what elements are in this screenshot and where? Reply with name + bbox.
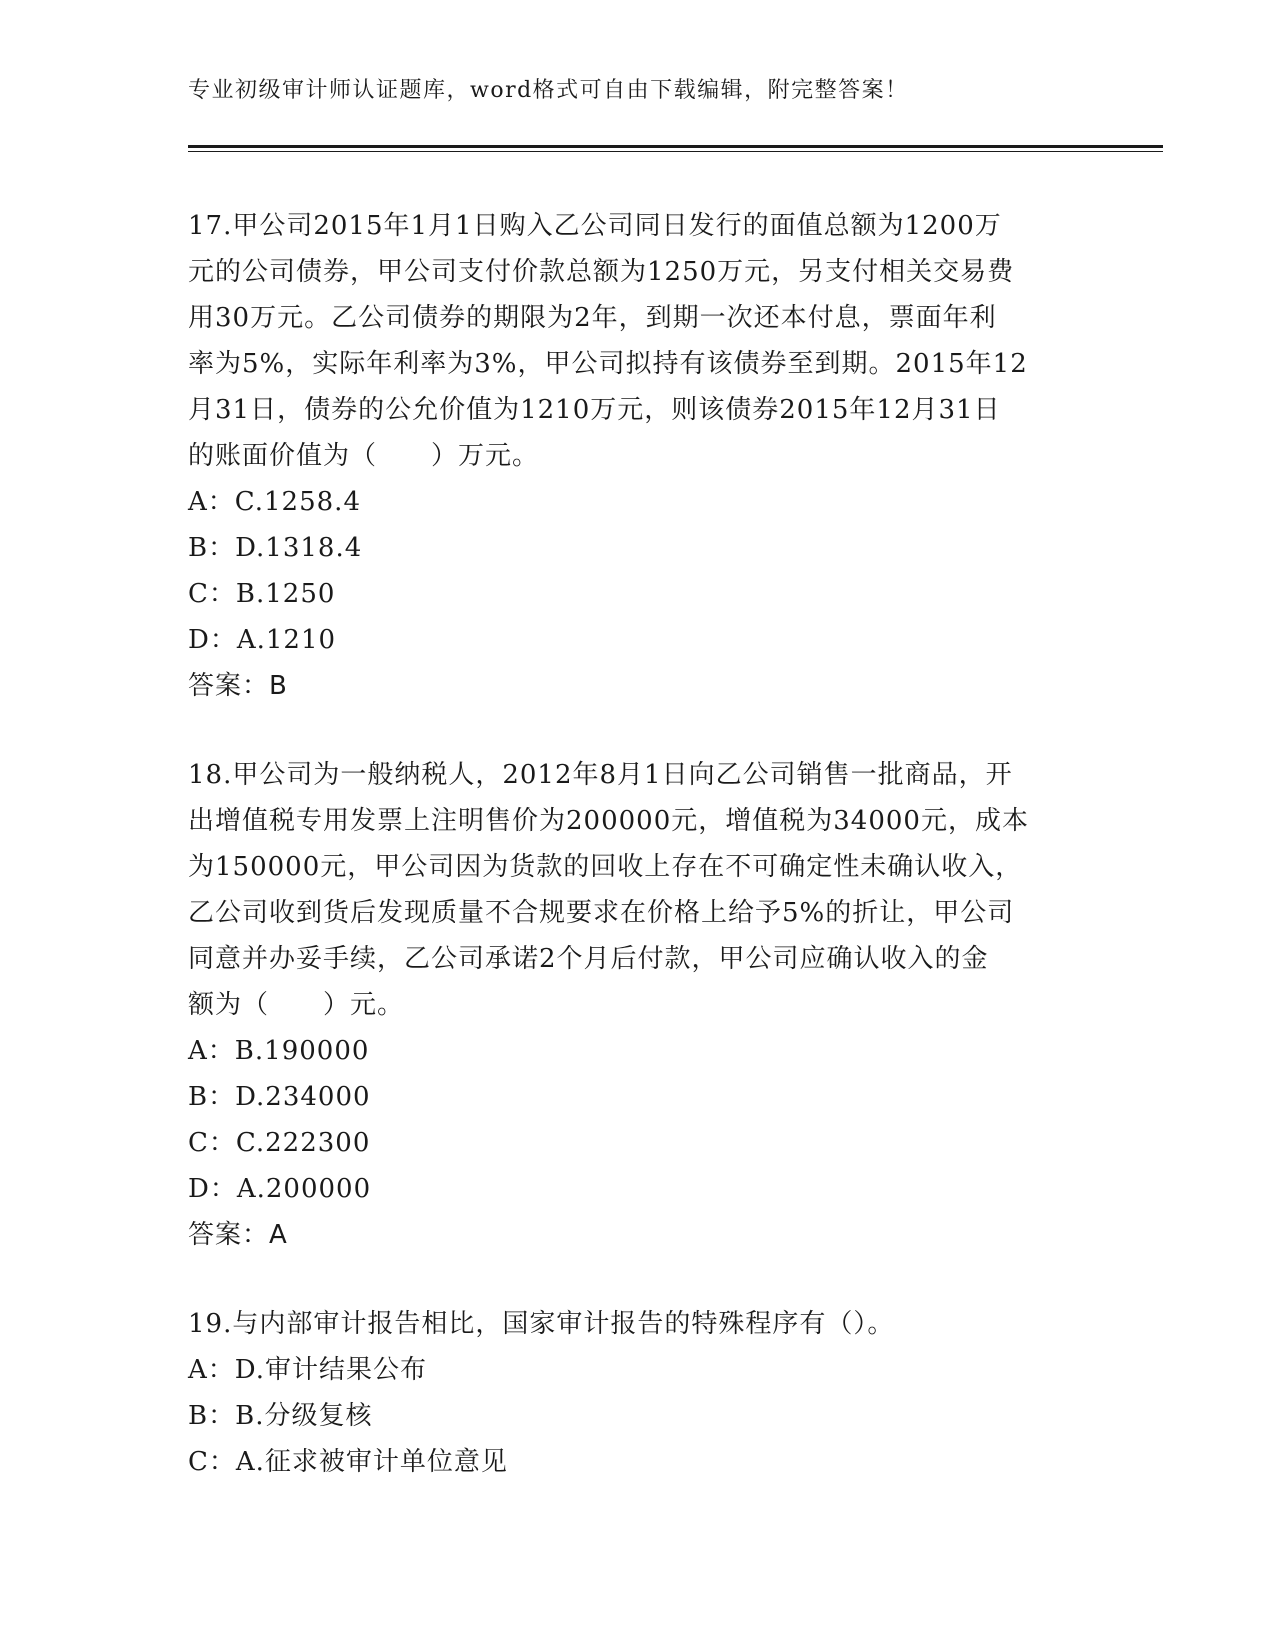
option-c: C：A.征求被审计单位意见 [188, 1447, 508, 1477]
question-18 [188, 752, 1088, 1258]
header-rule-thick [188, 145, 1163, 148]
option-c: C：B.1250 [188, 579, 336, 609]
question-stem-line: 乙公司收到货后发现质量不合规要求在价格上给予5%的折让，甲公司 [188, 898, 1015, 928]
question-stem-line: 率为5%，实际年利率为3%，甲公司拟持有该债券至到期。2015年12 [188, 349, 1028, 379]
question-stem-line: 用30万元。乙公司债券的期限为2年，到期一次还本付息，票面年利 [188, 303, 997, 333]
question-stem-line: 为150000元，甲公司因为货款的回收上存在不可确定性未确认收入， [188, 852, 1023, 882]
option-a: A：C.1258.4 [188, 487, 361, 517]
question-stem-line: 元的公司债券，甲公司支付价款总额为1250万元，另支付相关交易费 [188, 257, 1015, 287]
option-c: C：C.222300 [188, 1128, 371, 1158]
question-stem-line: 额为（ ）元。 [188, 990, 405, 1020]
option-a: A：D.审计结果公布 [188, 1355, 427, 1385]
option-d: D：A.1210 [188, 625, 337, 655]
option-b: B：D.1318.4 [188, 533, 363, 563]
option-b: B：D.234000 [188, 1082, 371, 1112]
question-stem-line: 17.甲公司2015年1月1日购入乙公司同日发行的面值总额为1200万 [188, 211, 1002, 241]
option-a: A：B.190000 [188, 1036, 370, 1066]
header-rule-thin [188, 151, 1163, 152]
question-17 [188, 203, 1088, 709]
answer-line: 答案：B [188, 671, 288, 701]
question-stem-line: 出增值税专用发票上注明售价为200000元，增值税为34000元，成本 [188, 806, 1029, 836]
option-b: B：B.分级复核 [188, 1401, 373, 1431]
question-stem-line: 19.与内部审计报告相比，国家审计报告的特殊程序有（）。 [188, 1309, 895, 1339]
answer-line: 答案：A [188, 1220, 288, 1250]
question-19 [188, 1301, 1088, 1485]
question-stem-line: 的账面价值为（ ）万元。 [188, 441, 540, 471]
option-d: D：A.200000 [188, 1174, 372, 1204]
question-stem-line: 同意并办妥手续，乙公司承诺2个月后付款，甲公司应确认收入的金 [188, 944, 989, 974]
page-header-text: 专业初级审计师认证题库，word格式可自由下载编辑，附完整答案！ [188, 78, 909, 103]
question-stem-line: 18.甲公司为一般纳税人，2012年8月1日向乙公司销售一批商品，开 [188, 760, 1013, 790]
question-stem-line: 月31日，债券的公允价值为1210万元，则该债券2015年12月31日 [188, 395, 1001, 425]
